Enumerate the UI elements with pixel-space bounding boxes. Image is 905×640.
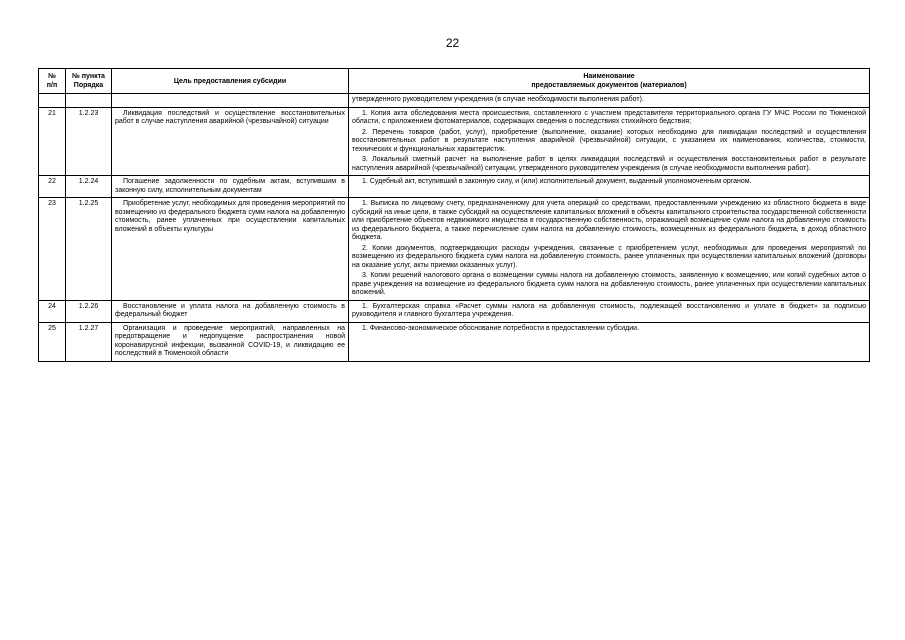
document-item: 2. Перечень товаров (работ, услуг), приобретение (выполнение, оказание) которых необходимо для ликвидации последствий и осуществления восстановительных работ в результате наступления аварийной (чрезвычайной) ситуации, с указанием их наименования, количества, стоимости, технических и функциональных характеристик. (352, 128, 866, 153)
header-code: № пункта Порядка (66, 69, 112, 94)
document-item: 1. Судебный акт, вступивший в законную силу, и (или) исполнительный документ, выданный уполномоченным органом. (362, 178, 752, 185)
table-header-row (39, 69, 870, 94)
cell-num: 25 (39, 322, 66, 361)
header-goal: Цель предоставления субсидии (112, 69, 349, 94)
document-item: 1. Копия акта обследования места происшествия, составленного с участием представителя территориального органа ГУ МЧС России по Тюменской области, с приложением фотоматериалов, содержащих сведения о последствиях стихийного бедствия; (352, 109, 866, 125)
table-row (39, 322, 870, 361)
cell-docs (349, 198, 870, 301)
document-item: 1. Выписка по лицевому счету, предназначенному для учета операций со средствами, предоставленными учреждению из областного бюджета в виде субсидий на иные цели, в также субсидий на осуществление капитальных вложений в объекты капитального строительства государственной собственности или приобретение объектов недвижимого имущества в государственную собственность, отражающей возмещение сумм налога на добавленную стоимость из федерального бюджета, а также перечисление сумм налога на добавленную стоимость, возмещенных из федерального бюджета, в доход областного бюджета. (352, 200, 866, 241)
cell-docs (349, 300, 870, 322)
table-row (39, 198, 870, 301)
cell-goal (112, 94, 349, 108)
cell-num: 22 (39, 176, 66, 198)
document-item: 2. Копии документов, подтверждающих расходы учреждения, связанные с приобретением услуг, необходимых для проведения мероприятий по возмещению из федерального бюджета сумм налога на добавленную стоимость, ранее уплаченных при осуществлении капитальных вложений (договоры на оказание услуг, акты приемки оказанных услуг). (352, 244, 866, 269)
cell-goal: Погашение задолженности по судебным актам, вступившим в законную силу, исполнительным документам (112, 176, 349, 198)
header-docs: Наименование предоставляемых документов (материалов) (349, 69, 870, 94)
continuation-row (39, 94, 870, 108)
table-row (39, 107, 870, 176)
cell-num (39, 94, 66, 108)
cell-code (66, 94, 112, 108)
table-row (39, 176, 870, 198)
cell-num: 23 (39, 198, 66, 301)
subsidy-documents-table (38, 68, 870, 362)
cell-code: 1.2.23 (66, 107, 112, 176)
cell-code: 1.2.27 (66, 322, 112, 361)
page-number: 22 (445, 36, 460, 50)
cell-docs (349, 176, 870, 198)
header-num: № п/п (39, 69, 66, 94)
cell-goal: Восстановление и уплата налога на добавленную стоимость в федеральный бюджет (112, 300, 349, 322)
cell-code: 1.2.24 (66, 176, 112, 198)
document-item: утвержденного руководителем учреждения (в случае необходимости выполнения работ). (352, 96, 644, 103)
cell-docs (349, 94, 870, 108)
document-item: 3. Локальный сметный расчет на выполнение работ в целях ликвидации последствий и осуществления восстановительных работ в результате наступления аварийной (чрезвычайной) ситуации, утвержденного руководителем учреждения (в случае необходимости выполнения работ). (352, 156, 866, 172)
cell-goal: Приобретение услуг, необходимых для проведения мероприятий по возмещению из федерального бюджета сумм налога на добавленную стоимость, ранее уплаченных при осуществлении капитальных вложений в объекты культуры (112, 198, 349, 301)
document-item: 3. Копии решений налогового органа о возмещении суммы налога на добавленную стоимость, заявленную к возмещению, или копий судебных актов о праве учреждения на возмещение из федерального бюджета сумм налога на добавленную стоимость, ранее уплаченных при осуществлении капитальных вложений. (352, 272, 866, 296)
cell-code: 1.2.26 (66, 300, 112, 322)
cell-code: 1.2.25 (66, 198, 112, 301)
cell-docs (349, 322, 870, 361)
document-item: 1. Финансово-экономическое обоснование потребности в предоставлении субсидии. (362, 324, 639, 332)
cell-num: 21 (39, 107, 66, 176)
cell-num: 24 (39, 300, 66, 322)
cell-docs (349, 107, 870, 176)
cell-goal: Ликвидация последствий и осуществление восстановительных работ в случае наступления аварийной (чрезвычайной) ситуации (112, 107, 349, 176)
table-row (39, 300, 870, 322)
cell-goal: Организация и проведение мероприятий, направленных на предотвращение и недопущение распространения новой коронавирусной инфекции, вызванной COVID-19, и ликвидацию ее последствий в Тюменской области (112, 322, 349, 361)
document-item: 1. Бухгалтерская справка «Расчет суммы налога на добавленную стоимость, подлежащей восстановлению и уплате в бюджет» за подписью руководителя и главного бухгалтера учреждения. (352, 302, 866, 318)
